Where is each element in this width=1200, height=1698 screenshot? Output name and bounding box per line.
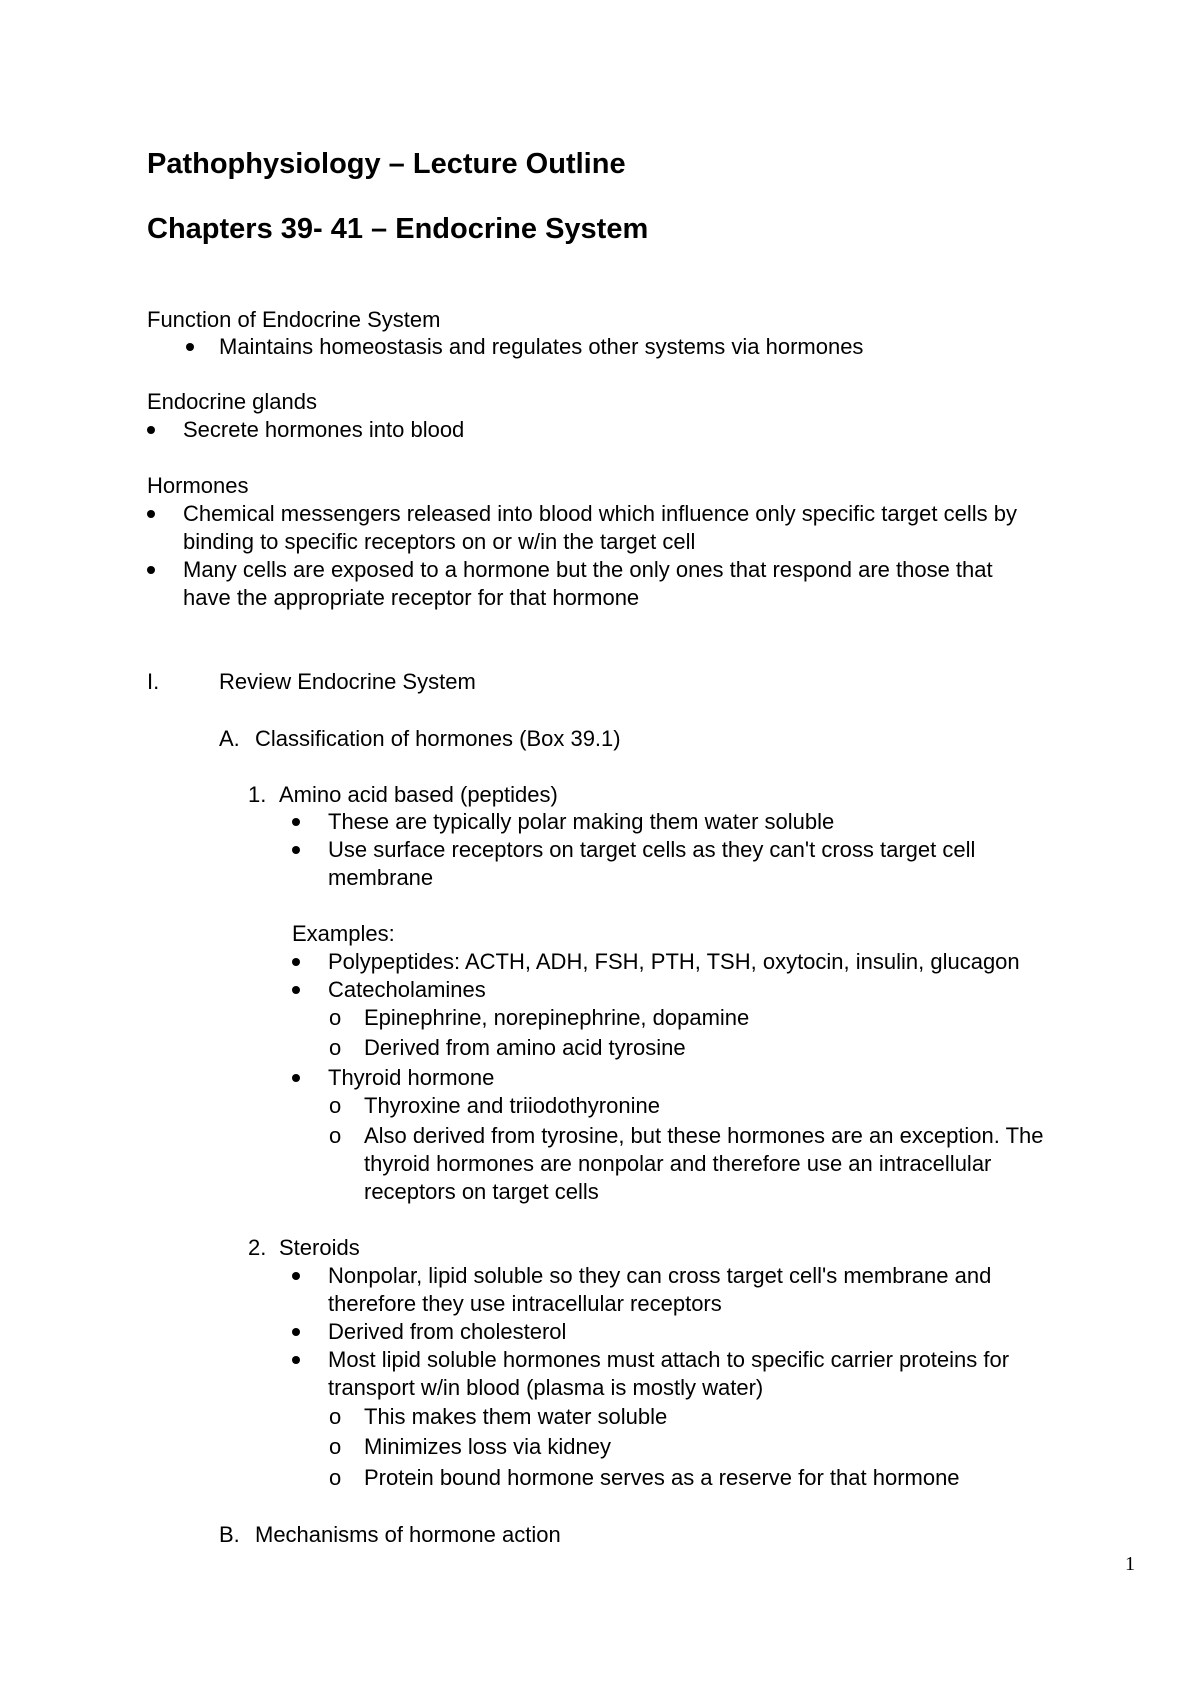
hormones-bullet-1-line-1: Chemical messengers released into blood which influence only specific target cells by — [183, 501, 1017, 526]
example-thyroid: Thyroid hormone — [328, 1065, 495, 1090]
sub-bullet-icon: o — [329, 1093, 342, 1118]
bullet-icon — [292, 1328, 300, 1336]
item-2-marker: 2. — [248, 1235, 267, 1260]
subsection-a-marker: A. — [219, 726, 240, 751]
steroids-bullet-2: Derived from cholesterol — [328, 1319, 567, 1344]
thyroid-sub-2-line-2: thyroid hormones are nonpolar and therefore use an intracellular — [364, 1151, 992, 1176]
glands-heading: Endocrine glands — [147, 389, 318, 414]
examples-label: Examples: — [292, 921, 395, 946]
item-2-title: Steroids — [279, 1235, 360, 1260]
bullet-icon — [147, 426, 155, 434]
steroids-sub-1: This makes them water soluble — [364, 1404, 668, 1429]
bullet-icon — [292, 1272, 300, 1280]
bullet-icon — [292, 1356, 300, 1364]
bullet-icon — [292, 958, 300, 966]
item-1-bullet-2-line-2: membrane — [328, 865, 434, 890]
sub-bullet-icon: o — [329, 1005, 342, 1030]
bullet-icon — [147, 566, 155, 574]
section-title: Review Endocrine System — [219, 669, 476, 694]
steroids-sub-2: Minimizes loss via kidney — [364, 1434, 611, 1459]
sub-bullet-icon: o — [329, 1434, 342, 1459]
hormones-bullet-1-line-2: binding to specific receptors on or w/in the target cell — [183, 529, 696, 554]
thyroid-sub-1: Thyroxine and triiodothyronine — [364, 1093, 660, 1118]
hormones-bullet-2-line-1: Many cells are exposed to a hormone but the only ones that respond are those that — [183, 557, 993, 582]
function-bullet: Maintains homeostasis and regulates other systems via hormones — [219, 334, 864, 359]
sub-bullet-icon: o — [329, 1123, 342, 1148]
bullet-icon — [186, 343, 194, 351]
hormones-bullet-2-line-2: have the appropriate receptor for that hormone — [183, 585, 640, 610]
bullet-icon — [292, 818, 300, 826]
item-1-title: Amino acid based (peptides) — [279, 782, 558, 807]
bullet-icon — [292, 846, 300, 854]
subsection-b-title: Mechanisms of hormone action — [255, 1522, 561, 1547]
bullet-icon — [147, 510, 155, 518]
catecholamines-sub-1: Epinephrine, norepinephrine, dopamine — [364, 1005, 750, 1030]
catecholamines-sub-2: Derived from amino acid tyrosine — [364, 1035, 686, 1060]
example-catecholamines: Catecholamines — [328, 977, 486, 1002]
steroids-bullet-1-line-1: Nonpolar, lipid soluble so they can cross target cell's membrane and — [328, 1263, 992, 1288]
page-number: 1 — [1125, 1553, 1135, 1575]
section-numeral: I. — [147, 669, 160, 694]
item-1-marker: 1. — [248, 782, 267, 807]
thyroid-sub-2-line-3: receptors on target cells — [364, 1179, 599, 1204]
sub-bullet-icon: o — [329, 1404, 342, 1429]
thyroid-sub-2-line-1: Also derived from tyrosine, but these hormones are an exception. The — [364, 1123, 1044, 1148]
bullet-icon — [292, 1074, 300, 1082]
subsection-b-marker: B. — [219, 1522, 240, 1547]
page-title: Pathophysiology – Lecture Outline — [147, 148, 626, 180]
glands-bullet: Secrete hormones into blood — [183, 417, 465, 442]
steroids-sub-3: Protein bound hormone serves as a reserve for that hormone — [364, 1465, 960, 1490]
steroids-bullet-1-line-2: therefore they use intracellular receptors — [328, 1291, 722, 1316]
example-polypeptides: Polypeptides: ACTH, ADH, FSH, PTH, TSH, oxytocin, insulin, glucagon — [328, 949, 1020, 974]
steroids-bullet-3-line-1: Most lipid soluble hormones must attach to specific carrier proteins for — [328, 1347, 1010, 1372]
sub-bullet-icon: o — [329, 1035, 342, 1060]
sub-bullet-icon: o — [329, 1465, 342, 1490]
item-1-bullet-2-line-1: Use surface receptors on target cells as they can't cross target cell — [328, 837, 976, 862]
function-heading: Function of Endocrine System — [147, 307, 441, 332]
bullet-icon — [292, 986, 300, 994]
item-1-bullet-1: These are typically polar making them water soluble — [328, 809, 835, 834]
steroids-bullet-3-line-2: transport w/in blood (plasma is mostly water) — [328, 1375, 764, 1400]
hormones-heading: Hormones — [147, 473, 249, 498]
subsection-a-title: Classification of hormones (Box 39.1) — [255, 726, 621, 751]
page-subtitle: Chapters 39- 41 – Endocrine System — [147, 213, 649, 245]
